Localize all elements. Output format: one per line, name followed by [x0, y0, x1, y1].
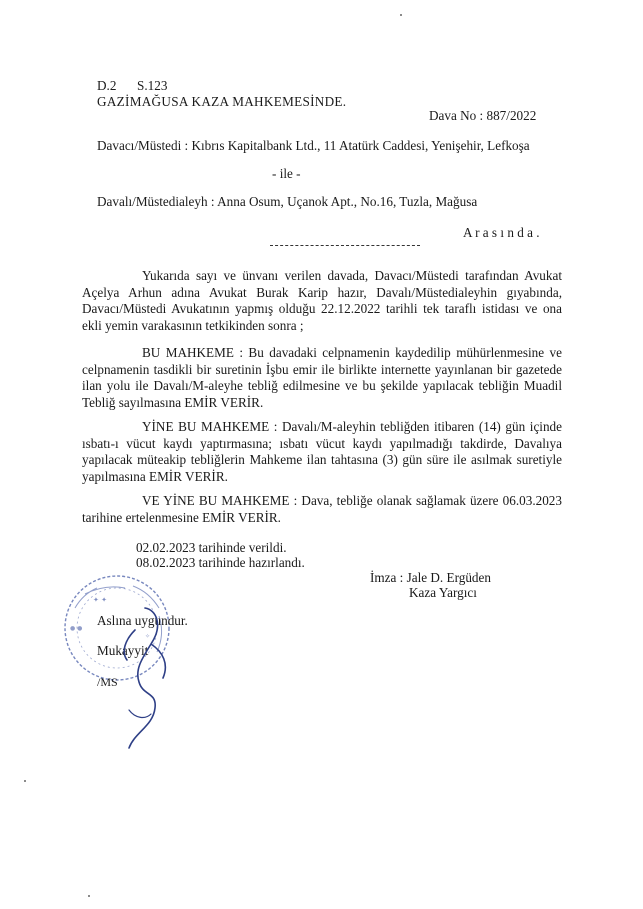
plaintiff-line: Davacı/Müstedi : Kıbrıs Kapitalbank Ltd., 11 Atatürk Caddesi, Yenişehir, Lefkoşa [97, 138, 530, 153]
between-word: - ile - [272, 166, 301, 181]
paragraph-line: Tebliğ sayılmasına EMİR VERİR. [82, 394, 264, 410]
document-ref-s: S.123 [137, 78, 168, 93]
paragraph-line: VE YİNE BU MAHKEME : Dava, tebliğe olanak sağlamak üzere 06.03.2023 [142, 493, 562, 508]
paragraph-line: celpnamenin tasdikli bir suretinin İşbu emir ile birlikte internette yayınlanan bir gazetede [82, 361, 562, 377]
separator-line [270, 245, 420, 246]
paragraph-line: yapılmasına EMİR VERİR. [82, 468, 228, 484]
case-number: Dava No : 887/2022 [429, 108, 537, 123]
defendant-line: Davalı/Müstedialeyh : Anna Osum, Uçanok Apt., No.16, Tuzla, Mağusa [97, 194, 478, 209]
paragraph-line: tarihine ertelenmesine EMİR VERİR. [82, 509, 281, 525]
svg-text:● ●: ● ● [70, 625, 83, 632]
paragraph-order-3 [82, 493, 562, 526]
date-given: 02.02.2023 tarihinde verildi. [136, 540, 287, 555]
signature-name: İmza : Jale D. Ergüden [370, 570, 491, 585]
paragraph-line: Açelya Arhun adına Avukat Burak Karip hazır, Davalı/Müstedialeyhin gıyabında, [82, 284, 562, 300]
paragraph-line: ısbatı-ı vücut kaydı yaptırmasına; ısbatı vücut kaydı yapılmadığı takdirde, Davalıya [82, 435, 562, 451]
arasinda-word: A r a s ı n d a . [463, 225, 540, 240]
mukayyit-label: Mukayyit [97, 643, 149, 658]
signature-title: Kaza Yargıcı [409, 585, 477, 600]
document-ref-d: D.2 [97, 78, 117, 93]
paragraph-line: ekli yemin varakasının tetkikinden sonra ; [82, 317, 304, 333]
paragraph-line: YİNE BU MAHKEME : Davalı/M-aleyhin tebliğden itibaren (14) gün içinde [142, 419, 562, 434]
court-name: GAZİMAĞUSA KAZA MAHKEMESİNDE. [97, 94, 347, 109]
initials-label: /MS [97, 675, 118, 689]
paragraph-line: Yukarıda sayı ve ünvanı verilen davada, Davacı/Müstedi tarafından Avukat [142, 268, 562, 283]
paragraph-line: yapılacak müteakip tebliğlerin Mahkeme ilan tahtasına (3) gün süre ile asılmak suretiyle [82, 452, 562, 467]
paragraph-line: BU MAHKEME : Bu davadaki celpnamenin kaydedilip mühürlenmesine ve [142, 345, 562, 360]
svg-text:✦ ✦: ✦ ✦ [93, 596, 107, 604]
paragraph-intro [82, 268, 562, 334]
scan-speck [400, 14, 402, 16]
handwritten-signature [105, 600, 185, 760]
paragraph-order-2 [82, 419, 562, 485]
paragraph-line: ilan yolu ile Davalı/M-aleyhe tebliğ edilmesine ve bu şekilde yapılacak tebliğin Muadil [82, 378, 562, 393]
paragraph-line: Davacı/Müstedi Avukatının yapmış olduğu 22.12.2022 tarihli tek taraflı istidası ve ona [82, 301, 562, 316]
date-prepared: 08.02.2023 tarihinde hazırlandı. [136, 555, 305, 570]
scan-speck [88, 895, 90, 897]
scan-speck [24, 780, 26, 782]
paragraph-order-1 [82, 345, 562, 411]
aslina-uygundur: Aslına uygundur. [97, 613, 188, 628]
svg-text:✧: ✧ [145, 633, 151, 640]
